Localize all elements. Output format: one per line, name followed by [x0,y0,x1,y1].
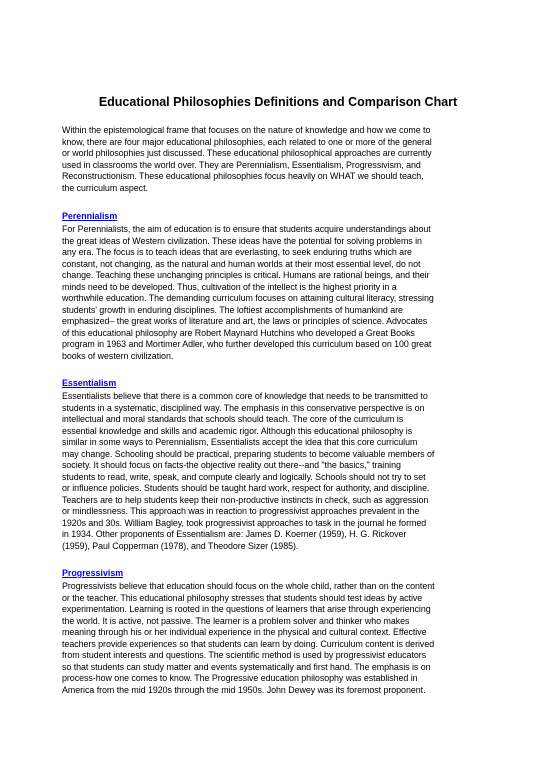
essentialism-body: Essentialists believe that there is a common core of knowledge that needs to be transmitted to students in a systematic, disciplined way. The emphasis in this conservative perspective is on intellectual and moral standards that schools should teach. The core of the curriculum is essential knowledge and skills and academic rigor. Although this educational philosophy is similar in some ways to Perennialism, Essentialists accept the idea that this core curriculum may change. Schooling should be practical, preparing students to become valuable members of society. It should focus on facts-the objective reality out there--and "the basics," training students to read, write, speak, and compute clearly and logically. Schools should not try to set or influence policies. Students should be taught hard work, respect for authority, and discipline. Teachers are to help students keep their non-productive instincts in check, such as aggression or mindlessness. This approach was in reaction to progressivist approaches prevalent in the 1920s and 30s. William Bagley, took progressivist approaches to task in the journal he formed in 1934. Other proponents of Essentialism are: James D. Koerner (1959), H. G. Rickover (1959), Paul Copperman (1978), and Theodore Sizer (1985). [62,391,435,551]
document-title: Educational Philosophies Definitions and Comparison Chart [98,95,458,109]
essentialism-heading-link[interactable]: Essentialism [62,378,117,388]
document-page [62,95,494,707]
perennialism-heading-link[interactable]: Perennialism [62,211,118,221]
perennialism-body: For Perennialists, the aim of education is to ensure that students acquire understandings about the great ideas of Western civilization. These ideas have the potential for solving problems in any era. The focus is to teach ideas that are everlasting, to seek enduring truths which are constant, not changing, as the natural and human worlds at their most essential level, do not change. Teaching these unchanging principles is critical. Humans are rational beings, and their minds need to be developed. Thus, cultivation of the intellect is the highest priority in a worthwhile education. The demanding curriculum focuses on attaining cultural literacy, stressing students' growth in enduring disciplines. The loftiest accomplishments of humankind are emphasized– the great works of literature and art, the laws or principles of science. Advocates of this educational philosophy are Robert Maynard Hutchins who developed a Great Books program in 1963 and Mortimer Adler, who further developed this curriculum based on 100 great books of western civilization. [62,224,434,361]
intro-paragraph: Within the epistemological frame that focuses on the nature of knowledge and how we come to know, there are four major educational philosophies, each related to one or more of the general or world philosophies just discussed. These educational philosophical approaches are currently used in classrooms the world over. They are Perennialism, Essentialism, Progressivism, and Reconstructionism. These educational philosophies focus heavily on WHAT we should teach, the curriculum aspect. [62,125,432,193]
section-progressivism [62,563,494,696]
progressivism-heading-link[interactable]: Progressivism [62,568,124,578]
progressivism-body: Progressivists believe that education should focus on the whole child, rather than on the content or the teacher. This educational philosophy stresses that students should test ideas by active experimentation. Learning is rooted in the questions of learners that arise through experiencing the world. It is active, not passive. The learner is a problem solver and thinker who makes meaning through his or her individual experience in the physical and cultural context. Effective teachers provide experiences so that students can learn by doing. Curriculum content is derived from student interests and questions. The scientific method is used by progressivist educators so that students can study matter and events systematically and first hand. The emphasis is on process-how one comes to know. The Progressive education philosophy was established in America from the mid 1920s through the mid 1950s. John Dewey was its foremost proponent. [62,581,435,695]
section-perennialism [62,206,494,362]
section-essentialism [62,373,494,552]
